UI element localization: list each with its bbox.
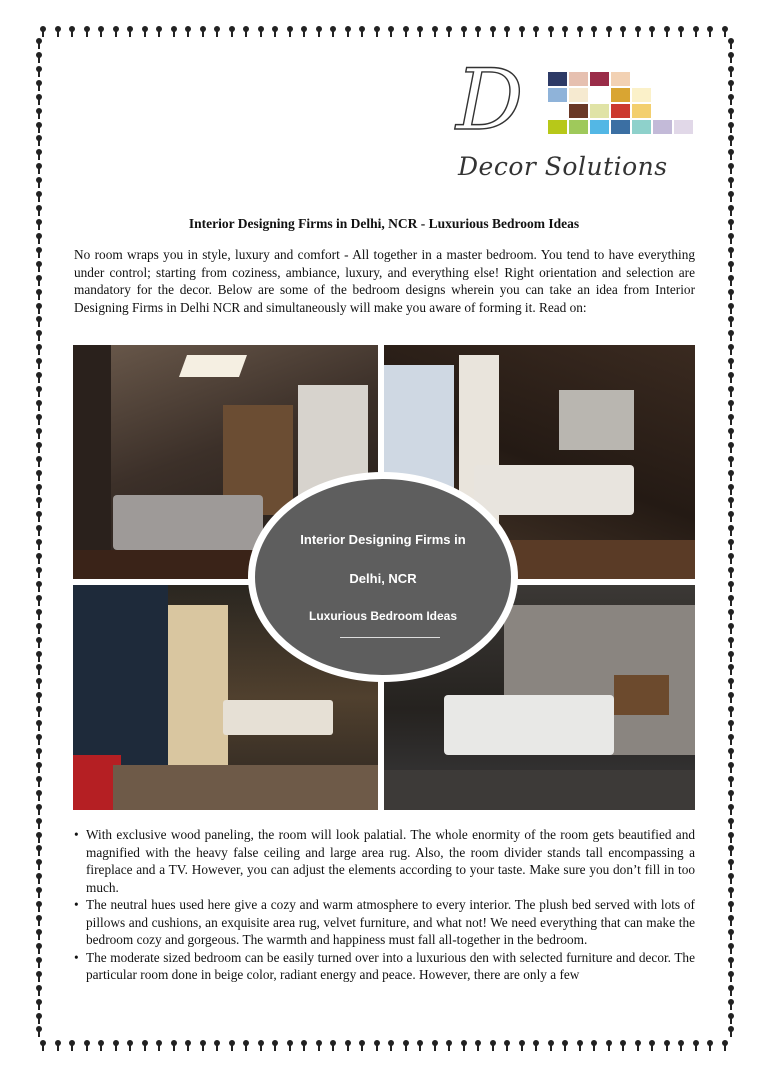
border-pin-ornament <box>359 26 365 38</box>
border-pin-ornament <box>728 985 734 997</box>
border-pin-ornament <box>98 1040 104 1052</box>
border-pin-ornament <box>461 26 467 38</box>
border-pin-ornament <box>36 762 42 774</box>
border-pin-ornament <box>388 1040 394 1052</box>
border-pin-ornament <box>36 386 42 398</box>
border-pin-ornament <box>258 1040 264 1052</box>
border-pin-ornament <box>36 664 42 676</box>
color-swatch <box>590 88 609 102</box>
border-pin-ornament <box>36 275 42 287</box>
border-pin-ornament <box>728 330 734 342</box>
border-pin-ornament <box>214 26 220 38</box>
border-pin-ornament <box>728 999 734 1011</box>
list-item: • The moderate sized bedroom can be easily turned over into a luxurious den with selected furniture and decor. The particular room done in beige color, radiant energy and peace. However, there are only a few <box>74 949 695 984</box>
border-pin-ornament <box>728 344 734 356</box>
badge-line-3: Luxurious Bedroom Ideas <box>308 609 458 623</box>
border-pin-ornament <box>693 1040 699 1052</box>
border-pin-ornament <box>156 26 162 38</box>
border-pin-ornament <box>36 38 42 50</box>
border-pin-ornament <box>728 790 734 802</box>
border-pin-ornament <box>728 66 734 78</box>
border-pin-ornament <box>388 26 394 38</box>
border-pin-ornament <box>620 1040 626 1052</box>
border-pin-ornament <box>620 26 626 38</box>
border-pin-ornament <box>36 999 42 1011</box>
border-pin-ornament <box>728 289 734 301</box>
border-pin-ornament <box>36 303 42 315</box>
border-pin-ornament <box>490 1040 496 1052</box>
border-pin-ornament <box>728 957 734 969</box>
border-pin-ornament <box>36 915 42 927</box>
border-pin-ornament <box>36 943 42 955</box>
border-pin-ornament <box>664 1040 670 1052</box>
border-pin-ornament <box>635 26 641 38</box>
border-pin-ornament <box>316 1040 322 1052</box>
border-pin-ornament <box>287 26 293 38</box>
border-pin-ornament <box>345 1040 351 1052</box>
wall-art <box>559 390 634 450</box>
border-pin-ornament <box>200 1040 206 1052</box>
color-swatch <box>632 72 651 86</box>
border-pin-ornament <box>36 456 42 468</box>
border-pin-ornament <box>728 316 734 328</box>
border-pin-ornament <box>36 832 42 844</box>
intro-paragraph: No room wraps you in style, luxury and comfort - All together in a master bedroom. You tend to have everything under control; starting from coziness, ambiance, luxury, and everything else! Right orientation and selection are mandatory for the decor. Below are some of the bedroom designs wherein you can take an idea from Interior Designing Firms in Delhi NCR and simultaneously will make you aware of forming it. Read on: <box>74 247 695 315</box>
border-pin-ornament <box>36 706 42 718</box>
border-pin-ornament <box>728 734 734 746</box>
border-pin-ornament <box>728 804 734 816</box>
border-pin-ornament <box>728 595 734 607</box>
border-pin-ornament <box>728 1013 734 1025</box>
border-pin-ornament <box>728 651 734 663</box>
border-pin-ornament <box>728 678 734 690</box>
border-pin-ornament <box>722 1040 728 1052</box>
border-pin-ornament <box>36 929 42 941</box>
border-pin-ornament <box>403 26 409 38</box>
color-swatch <box>674 88 693 102</box>
border-pin-ornament <box>728 706 734 718</box>
border-pin-ornament <box>728 818 734 830</box>
border-pin-ornament <box>374 26 380 38</box>
border-pin-ornament <box>113 26 119 38</box>
bed <box>113 495 263 550</box>
color-swatch <box>548 72 567 86</box>
border-pin-ornament <box>374 1040 380 1052</box>
color-swatch <box>548 88 567 102</box>
border-pin-ornament <box>36 553 42 565</box>
color-swatch <box>611 72 630 86</box>
list-item: • With exclusive wood paneling, the room will look palatial. The whole enormity of the room gets beautified and magnified with the heavy false ceiling and large area rug. Also, the room divider stands tall encompassing a fireplace and a TV. However, you can adjust the elements according to your taste. Make sure you don’t fill in too much. <box>74 826 695 896</box>
border-pin-ornament <box>36 344 42 356</box>
border-pin-ornament <box>678 26 684 38</box>
color-swatch <box>590 120 609 134</box>
border-pin-ornament <box>36 177 42 189</box>
border-pin-ornament <box>728 52 734 64</box>
color-swatch <box>674 120 693 134</box>
border-pin-ornament <box>142 1040 148 1052</box>
border-pin-ornament <box>728 623 734 635</box>
border-pin-ornament <box>728 94 734 106</box>
border-pin-ornament <box>728 692 734 704</box>
border-pin-ornament <box>707 26 713 38</box>
border-pin-ornament <box>36 484 42 496</box>
design-ideas-list <box>74 826 695 984</box>
border-pin-ornament <box>36 804 42 816</box>
logo-monogram: D <box>456 51 524 149</box>
border-pin-ornament <box>728 191 734 203</box>
border-pin-ornament <box>36 122 42 134</box>
border-pin-ornament <box>728 372 734 384</box>
border-pin-ornament <box>417 26 423 38</box>
border-pin-ornament <box>36 400 42 412</box>
logo-wordmark: Decor Solutions <box>458 152 668 181</box>
border-pin-ornament <box>728 275 734 287</box>
border-pin-ornament <box>728 943 734 955</box>
color-swatch <box>632 88 651 102</box>
border-pin-ornament <box>403 1040 409 1052</box>
border-pin-ornament <box>36 80 42 92</box>
border-pin-ornament <box>728 929 734 941</box>
border-pin-ornament <box>728 108 734 120</box>
border-pin-ornament <box>113 1040 119 1052</box>
border-pin-ornament <box>728 386 734 398</box>
border-pin-ornament <box>577 26 583 38</box>
border-pin-ornament <box>272 1040 278 1052</box>
border-pin-ornament <box>728 163 734 175</box>
badge-line-2: Delhi, NCR <box>349 571 417 586</box>
border-pin-ornament <box>432 1040 438 1052</box>
border-pin-ornament <box>36 985 42 997</box>
border-pin-ornament <box>664 26 670 38</box>
border-pin-ornament <box>728 748 734 760</box>
border-pin-ornament <box>504 26 510 38</box>
logo-color-swatches <box>548 72 693 134</box>
border-pin-ornament <box>533 26 539 38</box>
color-swatch <box>611 104 630 118</box>
border-pin-ornament <box>171 26 177 38</box>
border-pin-ornament <box>36 511 42 523</box>
border-pin-ornament <box>562 1040 568 1052</box>
border-pin-ornament <box>728 553 734 565</box>
border-pin-ornament <box>728 539 734 551</box>
border-pin-ornament <box>722 26 728 38</box>
border-pin-ornament <box>36 567 42 579</box>
border-pin-ornament <box>417 1040 423 1052</box>
decorative-border-right <box>728 38 738 1039</box>
border-pin-ornament <box>533 1040 539 1052</box>
color-swatch <box>611 88 630 102</box>
border-pin-ornament <box>40 26 46 38</box>
border-pin-ornament <box>301 26 307 38</box>
border-pin-ornament <box>548 1040 554 1052</box>
color-swatch <box>674 72 693 86</box>
border-pin-ornament <box>36 581 42 593</box>
border-pin-ornament <box>229 1040 235 1052</box>
border-pin-ornament <box>40 1040 46 1052</box>
border-pin-ornament <box>36 289 42 301</box>
border-pin-ornament <box>36 651 42 663</box>
border-pin-ornament <box>728 303 734 315</box>
border-pin-ornament <box>728 400 734 412</box>
border-pin-ornament <box>446 26 452 38</box>
border-pin-ornament <box>36 901 42 913</box>
bedroom-photo-collage <box>73 345 695 810</box>
border-pin-ornament <box>171 1040 177 1052</box>
border-pin-ornament <box>728 567 734 579</box>
collage-title-badge <box>248 472 518 682</box>
border-pin-ornament <box>36 149 42 161</box>
border-pin-ornament <box>36 108 42 120</box>
border-pin-ornament <box>548 26 554 38</box>
border-pin-ornament <box>728 497 734 509</box>
color-swatch <box>674 104 693 118</box>
border-pin-ornament <box>36 247 42 259</box>
border-pin-ornament <box>287 1040 293 1052</box>
border-pin-ornament <box>728 887 734 899</box>
border-pin-ornament <box>36 859 42 871</box>
color-swatch <box>611 120 630 134</box>
border-pin-ornament <box>707 1040 713 1052</box>
border-pin-ornament <box>728 414 734 426</box>
border-pin-ornament <box>432 26 438 38</box>
border-pin-ornament <box>728 776 734 788</box>
border-pin-ornament <box>728 456 734 468</box>
border-pin-ornament <box>36 497 42 509</box>
floor <box>384 770 695 810</box>
border-pin-ornament <box>36 442 42 454</box>
border-pin-ornament <box>36 205 42 217</box>
border-pin-ornament <box>36 525 42 537</box>
border-pin-ornament <box>214 1040 220 1052</box>
border-pin-ornament <box>36 678 42 690</box>
border-pin-ornament <box>635 1040 641 1052</box>
border-pin-ornament <box>562 26 568 38</box>
border-pin-ornament <box>36 135 42 147</box>
border-pin-ornament <box>728 135 734 147</box>
border-pin-ornament <box>728 80 734 92</box>
border-pin-ornament <box>36 776 42 788</box>
color-swatch <box>590 72 609 86</box>
border-pin-ornament <box>330 1040 336 1052</box>
color-swatch <box>569 72 588 86</box>
bed <box>474 465 634 515</box>
border-pin-ornament <box>728 247 734 259</box>
border-pin-ornament <box>649 1040 655 1052</box>
border-pin-ornament <box>728 845 734 857</box>
border-pin-ornament <box>36 330 42 342</box>
border-pin-ornament <box>728 901 734 913</box>
list-item: • The neutral hues used here give a cozy and warm atmosphere to every interior. The plush bed served with lots of pillows and cushions, an exquisite area rug, velvet furniture, and what not! We need everything that can make the bedroom cozy and gorgeous. The warmth and happiness must fall all-together in the bedroom. <box>74 896 695 949</box>
border-pin-ornament <box>728 664 734 676</box>
border-pin-ornament <box>36 428 42 440</box>
border-pin-ornament <box>84 1040 90 1052</box>
border-pin-ornament <box>359 1040 365 1052</box>
border-pin-ornament <box>127 26 133 38</box>
color-swatch <box>632 120 651 134</box>
border-pin-ornament <box>728 484 734 496</box>
border-pin-ornament <box>36 470 42 482</box>
border-pin-ornament <box>649 26 655 38</box>
border-pin-ornament <box>36 845 42 857</box>
border-pin-ornament <box>728 470 734 482</box>
border-pin-ornament <box>36 692 42 704</box>
border-pin-ornament <box>728 149 734 161</box>
border-pin-ornament <box>55 26 61 38</box>
border-pin-ornament <box>36 1013 42 1025</box>
border-pin-ornament <box>36 957 42 969</box>
bed <box>223 700 333 735</box>
border-pin-ornament <box>728 637 734 649</box>
border-pin-ornament <box>36 971 42 983</box>
border-pin-ornament <box>36 790 42 802</box>
border-pin-ornament <box>36 233 42 245</box>
border-pin-ornament <box>36 637 42 649</box>
border-pin-ornament <box>728 915 734 927</box>
border-pin-ornament <box>728 358 734 370</box>
border-pin-ornament <box>591 1040 597 1052</box>
border-pin-ornament <box>36 734 42 746</box>
border-pin-ornament <box>728 720 734 732</box>
border-pin-ornament <box>728 428 734 440</box>
border-pin-ornament <box>36 623 42 635</box>
decorative-border-bottom <box>40 1040 728 1054</box>
color-swatch <box>569 88 588 102</box>
border-pin-ornament <box>519 26 525 38</box>
color-swatch <box>548 120 567 134</box>
document-title: Interior Designing Firms in Delhi, NCR - Luxurious Bedroom Ideas <box>188 216 580 231</box>
floor <box>113 765 378 810</box>
wall-panel <box>73 345 111 579</box>
border-pin-ornament <box>693 26 699 38</box>
border-pin-ornament <box>728 442 734 454</box>
border-pin-ornament <box>728 873 734 885</box>
border-pin-ornament <box>55 1040 61 1052</box>
border-pin-ornament <box>728 122 734 134</box>
border-pin-ornament <box>577 1040 583 1052</box>
border-pin-ornament <box>200 26 206 38</box>
color-swatch <box>653 72 672 86</box>
border-pin-ornament <box>185 1040 191 1052</box>
border-pin-ornament <box>36 609 42 621</box>
color-swatch <box>569 120 588 134</box>
color-swatch <box>569 104 588 118</box>
color-swatch <box>548 104 567 118</box>
curtain <box>168 605 228 765</box>
border-pin-ornament <box>301 1040 307 1052</box>
border-pin-ornament <box>36 358 42 370</box>
border-pin-ornament <box>69 1040 75 1052</box>
border-pin-ornament <box>728 205 734 217</box>
border-pin-ornament <box>728 511 734 523</box>
bed <box>444 695 614 755</box>
border-pin-ornament <box>36 66 42 78</box>
border-pin-ornament <box>36 94 42 106</box>
border-pin-ornament <box>475 1040 481 1052</box>
border-pin-ornament <box>84 26 90 38</box>
border-pin-ornament <box>185 26 191 38</box>
color-swatch <box>653 120 672 134</box>
border-pin-ornament <box>728 1026 734 1038</box>
border-pin-ornament <box>127 1040 133 1052</box>
border-pin-ornament <box>490 26 496 38</box>
border-pin-ornament <box>156 1040 162 1052</box>
border-pin-ornament <box>142 26 148 38</box>
border-pin-ornament <box>728 609 734 621</box>
border-pin-ornament <box>728 762 734 774</box>
border-pin-ornament <box>330 26 336 38</box>
border-pin-ornament <box>36 1026 42 1038</box>
border-pin-ornament <box>728 971 734 983</box>
border-pin-ornament <box>728 261 734 273</box>
border-pin-ornament <box>728 581 734 593</box>
color-swatch <box>653 104 672 118</box>
border-pin-ornament <box>243 1040 249 1052</box>
border-pin-ornament <box>446 1040 452 1052</box>
border-pin-ornament <box>36 414 42 426</box>
decorative-border-top <box>40 26 728 40</box>
border-pin-ornament <box>36 219 42 231</box>
decorative-border-left <box>36 38 46 1039</box>
border-pin-ornament <box>36 52 42 64</box>
border-pin-ornament <box>728 525 734 537</box>
color-swatch <box>632 104 651 118</box>
border-pin-ornament <box>728 219 734 231</box>
border-pin-ornament <box>316 26 322 38</box>
border-pin-ornament <box>591 26 597 38</box>
color-swatch <box>590 104 609 118</box>
border-pin-ornament <box>728 832 734 844</box>
border-pin-ornament <box>519 1040 525 1052</box>
border-pin-ornament <box>36 261 42 273</box>
border-pin-ornament <box>606 26 612 38</box>
border-pin-ornament <box>728 38 734 50</box>
border-pin-ornament <box>36 748 42 760</box>
border-pin-ornament <box>36 873 42 885</box>
border-pin-ornament <box>36 163 42 175</box>
badge-divider <box>340 637 440 638</box>
border-pin-ornament <box>606 1040 612 1052</box>
border-pin-ornament <box>36 191 42 203</box>
border-pin-ornament <box>243 26 249 38</box>
border-pin-ornament <box>36 720 42 732</box>
border-pin-ornament <box>475 26 481 38</box>
border-pin-ornament <box>728 859 734 871</box>
company-logo <box>456 51 700 190</box>
border-pin-ornament <box>229 26 235 38</box>
ceiling-light <box>179 355 247 377</box>
border-pin-ornament <box>678 1040 684 1052</box>
border-pin-ornament <box>36 539 42 551</box>
border-pin-ornament <box>461 1040 467 1052</box>
wall-art <box>614 675 669 715</box>
border-pin-ornament <box>272 26 278 38</box>
border-pin-ornament <box>728 177 734 189</box>
border-pin-ornament <box>258 26 264 38</box>
border-pin-ornament <box>36 818 42 830</box>
border-pin-ornament <box>36 887 42 899</box>
border-pin-ornament <box>98 26 104 38</box>
border-pin-ornament <box>36 372 42 384</box>
badge-line-1: Interior Designing Firms in <box>300 532 466 547</box>
border-pin-ornament <box>504 1040 510 1052</box>
color-swatch <box>653 88 672 102</box>
border-pin-ornament <box>345 26 351 38</box>
border-pin-ornament <box>69 26 75 38</box>
border-pin-ornament <box>36 316 42 328</box>
border-pin-ornament <box>728 233 734 245</box>
border-pin-ornament <box>36 595 42 607</box>
